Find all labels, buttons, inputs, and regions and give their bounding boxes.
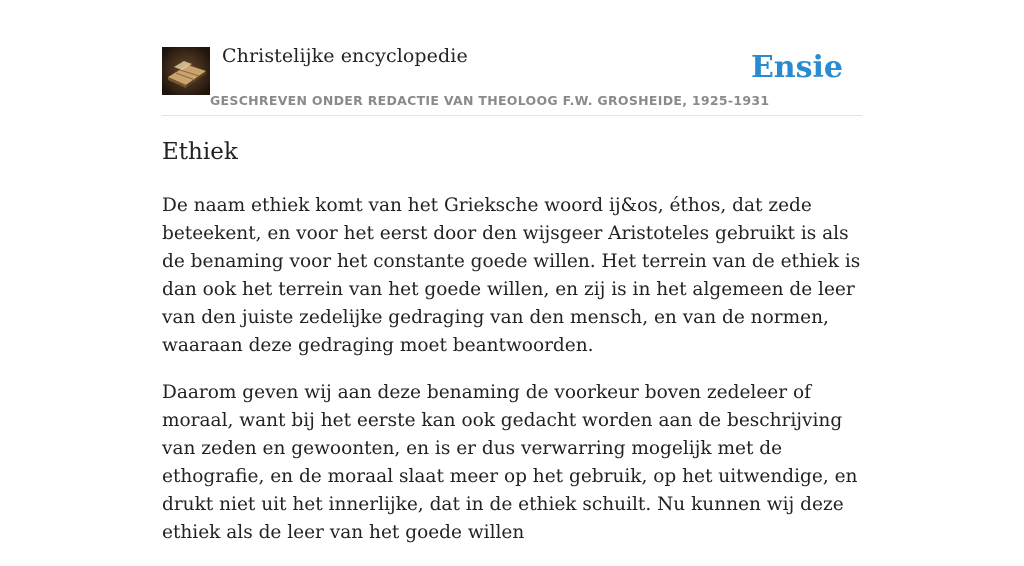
content-container — [162, 0, 862, 543]
site-header — [162, 0, 862, 116]
ensie-logo[interactable]: Ensie — [750, 50, 843, 85]
article-title: Ethiek — [162, 139, 238, 165]
article-paragraph: De naam ethiek komt van het Grieksche woord ij&os, éthos, dat zede beteekent, en voor het eerst door den wijsgeer Aristoteles gebruikt is als de benaming voor het constante goede willen. Het terrein van de ethiek is dan ook het terrein van het goede willen, en zij is in het algemeen de leer van den juiste zedelijke gedraging van den mensch, en van de normen, waaraan deze gedraging moet beantwoorden. — [162, 195, 861, 356]
site-subtitle: GESCHREVEN ONDER REDACTIE VAN THEOLOOG F.W. GROSHEIDE, 1925-1931 — [210, 93, 770, 108]
article-paragraph: Daarom geven wij aan deze benaming de voorkeur boven zedeleer of moraal, want bij het eerste kan ook gedacht worden aan de beschrijving van zeden en gewoonten, en is er dus verwarring mogelijk met de ethografie, en de moraal slaat meer op het gebruik, op het uitwendige, en drukt niet uit het innerlijke, dat in de ethiek schuilt. Nu kunnen wij deze ethiek als de leer van het goede willen — [162, 382, 858, 543]
article-body — [162, 192, 862, 566]
site-title[interactable]: Christelijke encyclopedie — [222, 45, 468, 67]
book-icon[interactable] — [162, 47, 210, 95]
